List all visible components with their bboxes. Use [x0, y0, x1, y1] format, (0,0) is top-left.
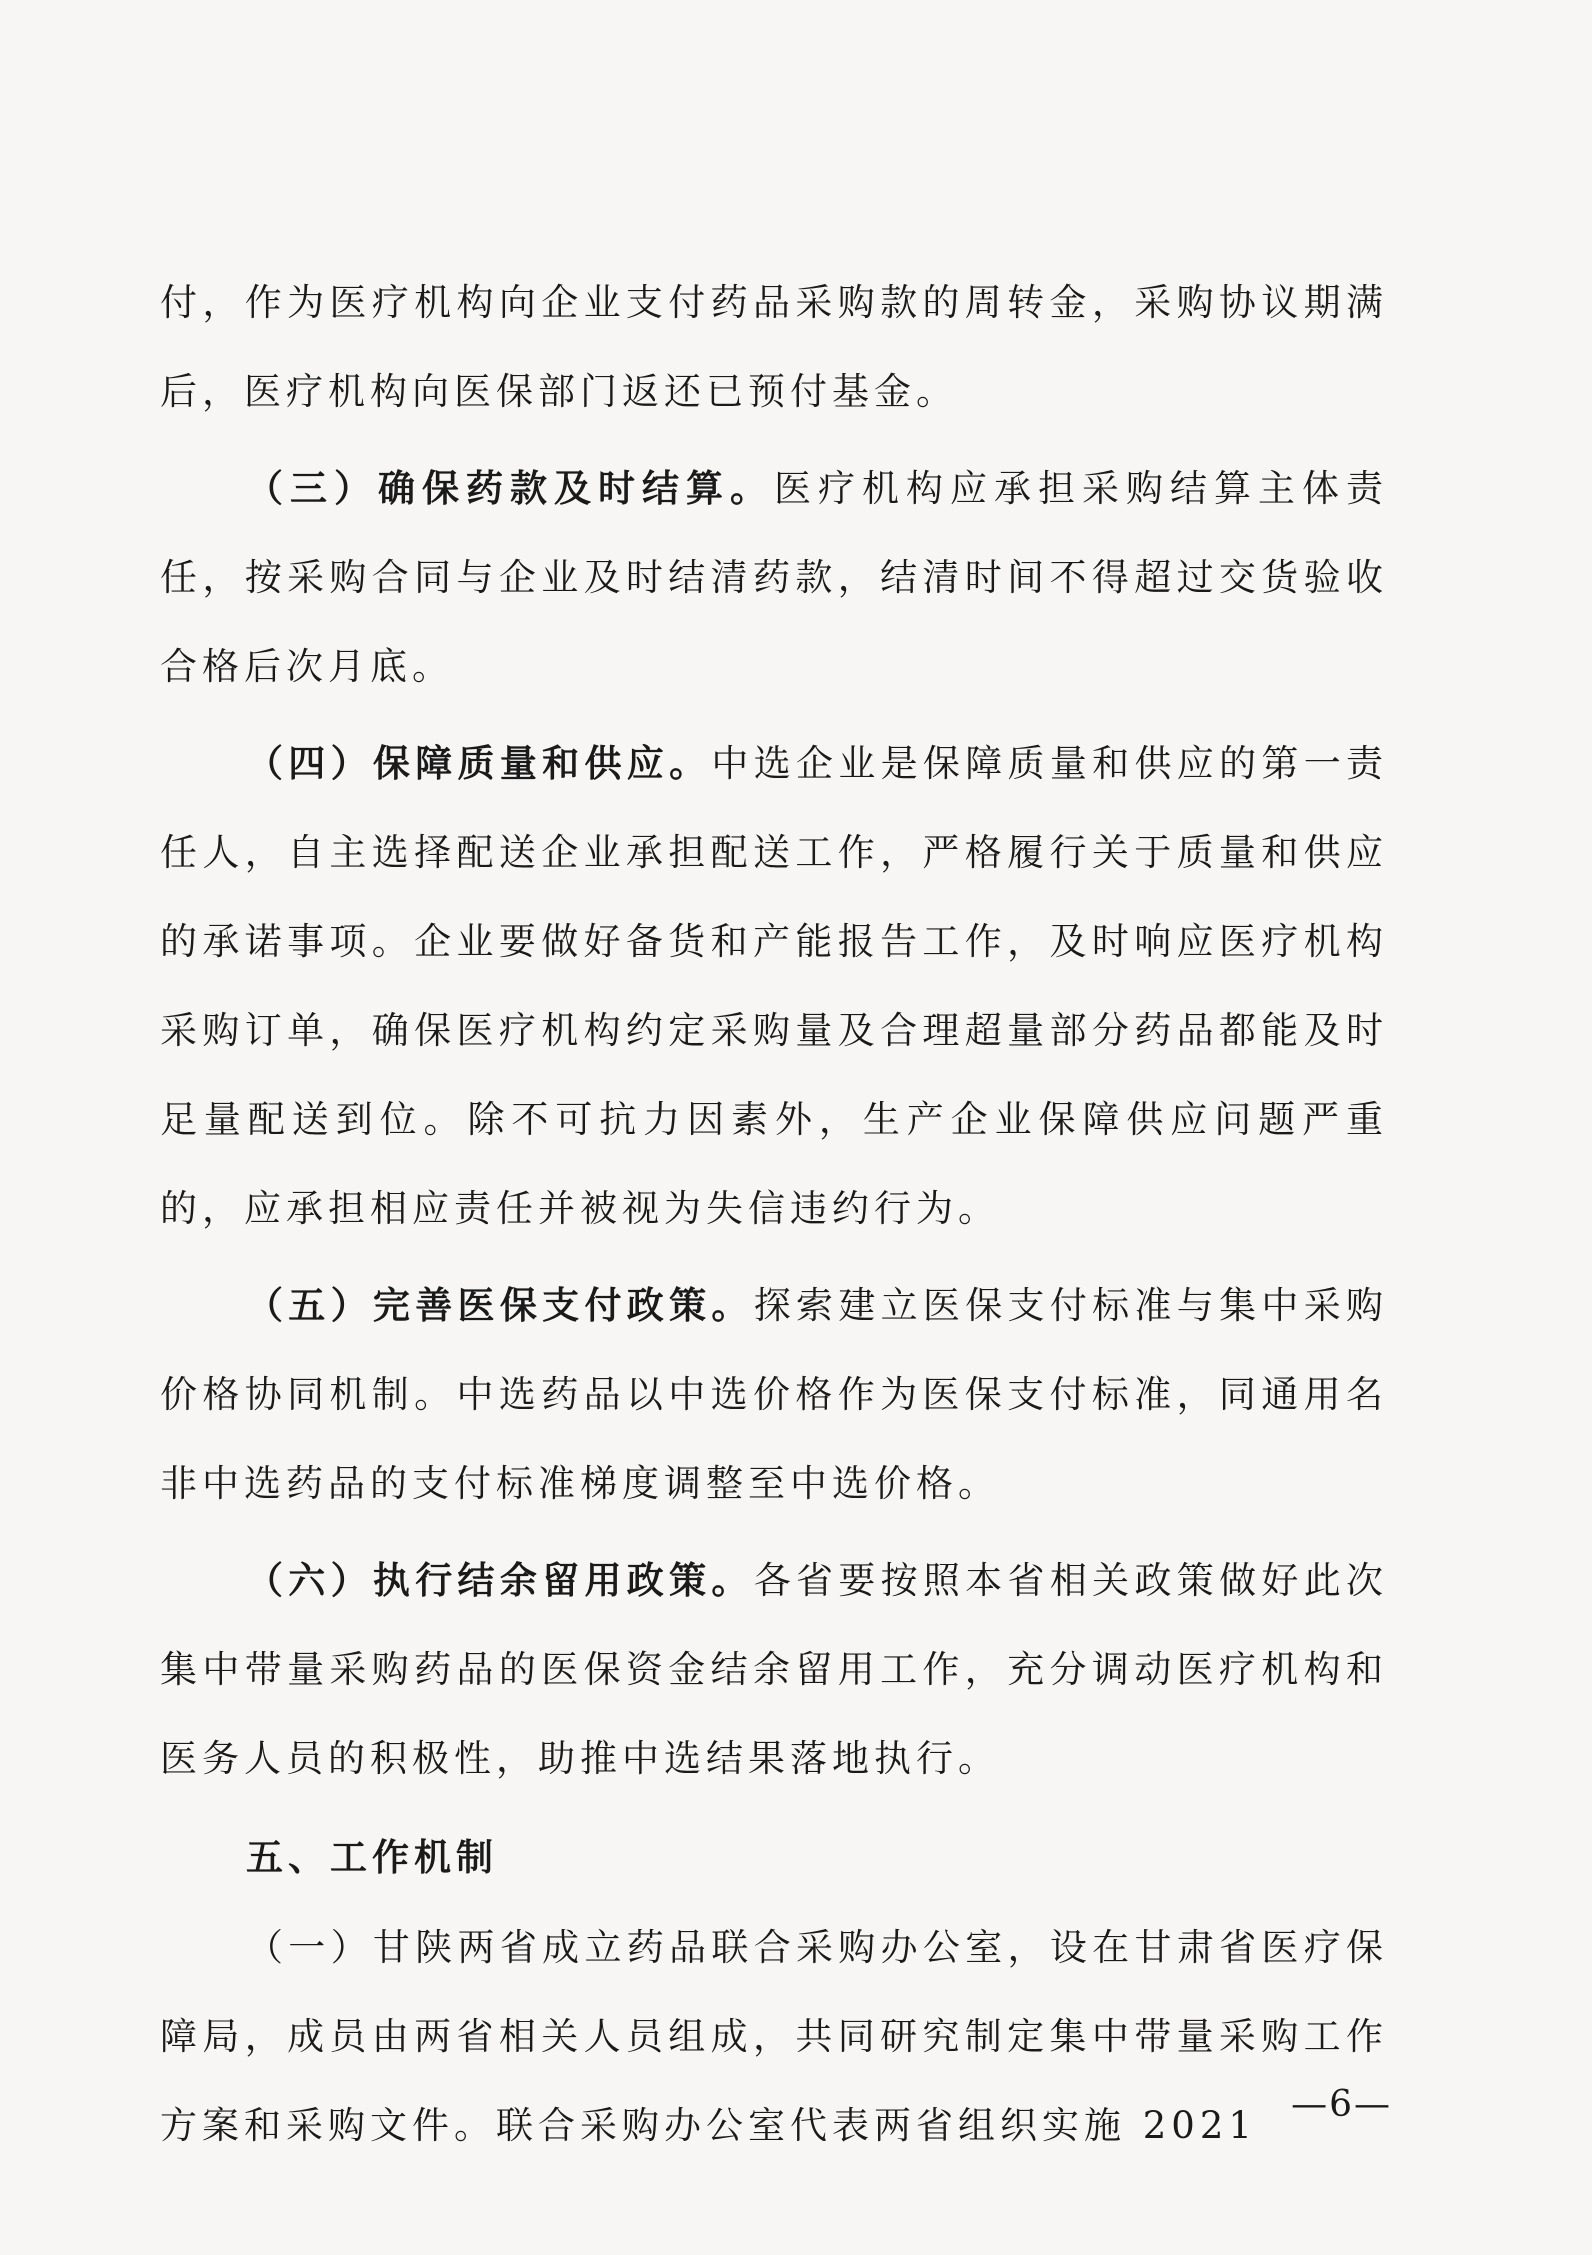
paragraph-payment-policy: [160, 1261, 1388, 1528]
paragraph-lead: （六）执行结余留用政策。: [246, 1558, 754, 1602]
paragraph-text: （一）甘陕两省成立药品联合采购办公室，设在甘肃省医疗保障局，成员由两省相关人员组成，共同研究制定集中带量采购工作方案和采购文件。联合采购办公室代表两省组织实施 2021: [160, 1926, 1388, 2147]
paragraph-surplus-policy: [160, 1536, 1388, 1803]
paragraph-text: 医疗机构应承担采购结算主体责任，按采购合同与企业及时结清药款，结清时间不得超过交货验收合格后次月底。: [160, 467, 1388, 688]
paragraph-lead: （四）保障质量和供应。: [246, 741, 712, 785]
paragraph-text: 中选企业是保障质量和供应的第一责任人，自主选择配送企业承担配送工作，严格履行关于质量和供应的承诺事项。企业要做好备货和产能报告工作，及时响应医疗机构采购订单，确保医疗机构约定采购量及合理超量部分药品都能及时足量配送到位。除不可抗力因素外，生产企业保障供应问题严重的，应承担相应责任并被视为失信违约行为。: [160, 742, 1389, 1230]
paragraph-joint-office: [160, 1903, 1388, 2170]
paragraph-continuation: [160, 258, 1388, 436]
section-heading: 五、工作机制: [246, 1835, 498, 1879]
paragraph-settlement: [160, 444, 1388, 711]
paragraph-quality-supply: [160, 719, 1388, 1253]
paragraph-text: 探索建立医保支付标准与集中采购价格协同机制。中选药品以中选价格作为医保支付标准，同通用名非中选药品的支付标准梯度调整至中选价格。: [160, 1284, 1389, 1505]
paragraph-text: 付，作为医疗机构向企业支付药品采购款的周转金，采购协议期满后，医疗机构向医保部门返还已预付基金。: [160, 281, 1388, 413]
paragraph-lead: （五）完善医保支付政策。: [246, 1283, 754, 1327]
paragraph-text: 各省要按照本省相关政策做好此次集中带量采购药品的医保资金结余留用工作，充分调动医疗机构和医务人员的积极性，助推中选结果落地执行。: [160, 1559, 1389, 1780]
document-body: [160, 258, 1388, 2170]
page-number: —6—: [1291, 2084, 1392, 2125]
paragraph-lead: （三）确保药款及时结算。: [246, 466, 774, 510]
